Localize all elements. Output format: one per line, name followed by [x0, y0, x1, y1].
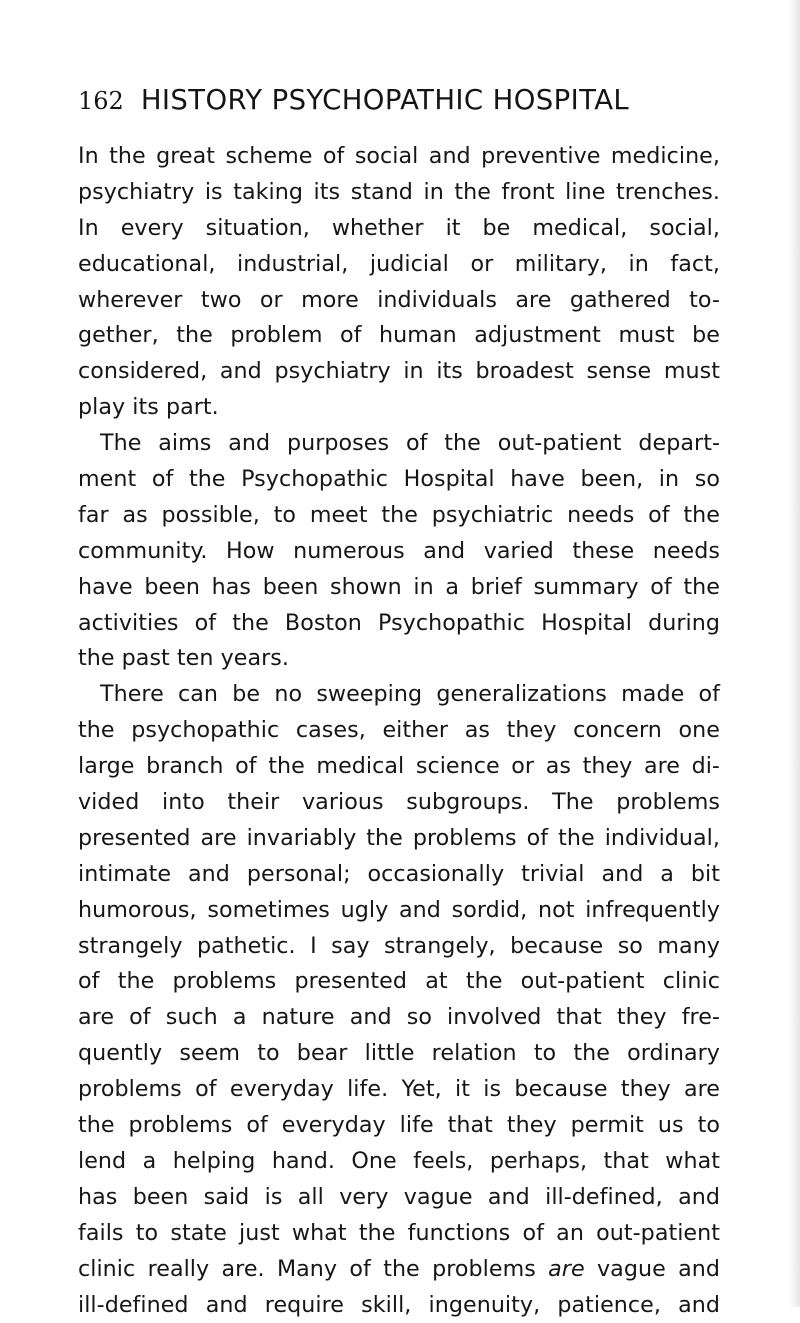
text-line: far as possible, to meet the psychiatric needs of the: [78, 498, 720, 534]
text-line: strangely pathetic. I say strangely, because so many: [78, 929, 720, 965]
text-line: play its part.: [78, 390, 720, 426]
text-line: large branch of the medical science or as they are di-: [78, 749, 720, 785]
page-number: 162: [78, 87, 124, 115]
text-line: In every situation, whether it be medical, social,: [78, 211, 720, 247]
text-line: educational, industrial, judicial or military, in fact,: [78, 247, 720, 283]
text-segment: clinic really are. Many of the problems: [78, 1256, 536, 1282]
running-head-title: HISTORY PSYCHOPATHIC HOSPITAL: [141, 84, 629, 116]
text-line-with-italic: [78, 1252, 720, 1288]
text-line: the problems of everyday life that they permit us to: [78, 1108, 720, 1144]
text-line: of the problems presented at the out-patient clinic: [78, 964, 720, 1000]
text-line: gether, the problem of human adjustment must be: [78, 318, 720, 354]
text-line: considered, and psychiatry in its broadest sense must: [78, 354, 720, 390]
body-text: [78, 139, 720, 1323]
text-line: ment of the Psychopathic Hospital have been, in so: [78, 462, 720, 498]
text-line: the psychopathic cases, either as they concern one: [78, 713, 720, 749]
text-line: the past ten years.: [78, 641, 720, 677]
text-line: intimate and personal; occasionally trivial and a bit: [78, 857, 720, 893]
text-line: quently seem to bear little relation to the ordinary: [78, 1036, 720, 1072]
text-line: activities of the Boston Psychopathic Hospital during: [78, 606, 720, 642]
text-line: There can be no sweeping generalizations made of: [78, 677, 720, 713]
text-line: has been said is all very vague and ill-defined, and: [78, 1180, 720, 1216]
text-line: In the great scheme of social and preventive medicine,: [78, 139, 720, 175]
text-line: fails to state just what the functions of an out-patient: [78, 1216, 720, 1252]
text-line: presented are invariably the problems of the individual,: [78, 821, 720, 857]
text-segment: vague and: [597, 1256, 720, 1282]
italic-word: are: [548, 1256, 585, 1282]
text-line: community. How numerous and varied these needs: [78, 534, 720, 570]
text-line: ill-defined and require skill, ingenuity, patience, and: [78, 1288, 720, 1323]
page-edge: [788, 0, 800, 1307]
text-line: wherever two or more individuals are gathered to-: [78, 283, 720, 319]
text-line: have been has been shown in a brief summary of the: [78, 570, 720, 606]
text-line: vided into their various subgroups. The problems: [78, 785, 720, 821]
text-line: are of such a nature and so involved that they fre-: [78, 1000, 720, 1036]
text-line: problems of everyday life. Yet, it is because they are: [78, 1072, 720, 1108]
text-line: humorous, sometimes ugly and sordid, not infrequently: [78, 893, 720, 929]
text-line: The aims and purposes of the out-patient depart-: [78, 426, 720, 462]
text-line: lend a helping hand. One feels, perhaps, that what: [78, 1144, 720, 1180]
text-line: psychiatry is taking its stand in the front line trenches.: [78, 175, 720, 211]
running-head: [78, 84, 718, 124]
